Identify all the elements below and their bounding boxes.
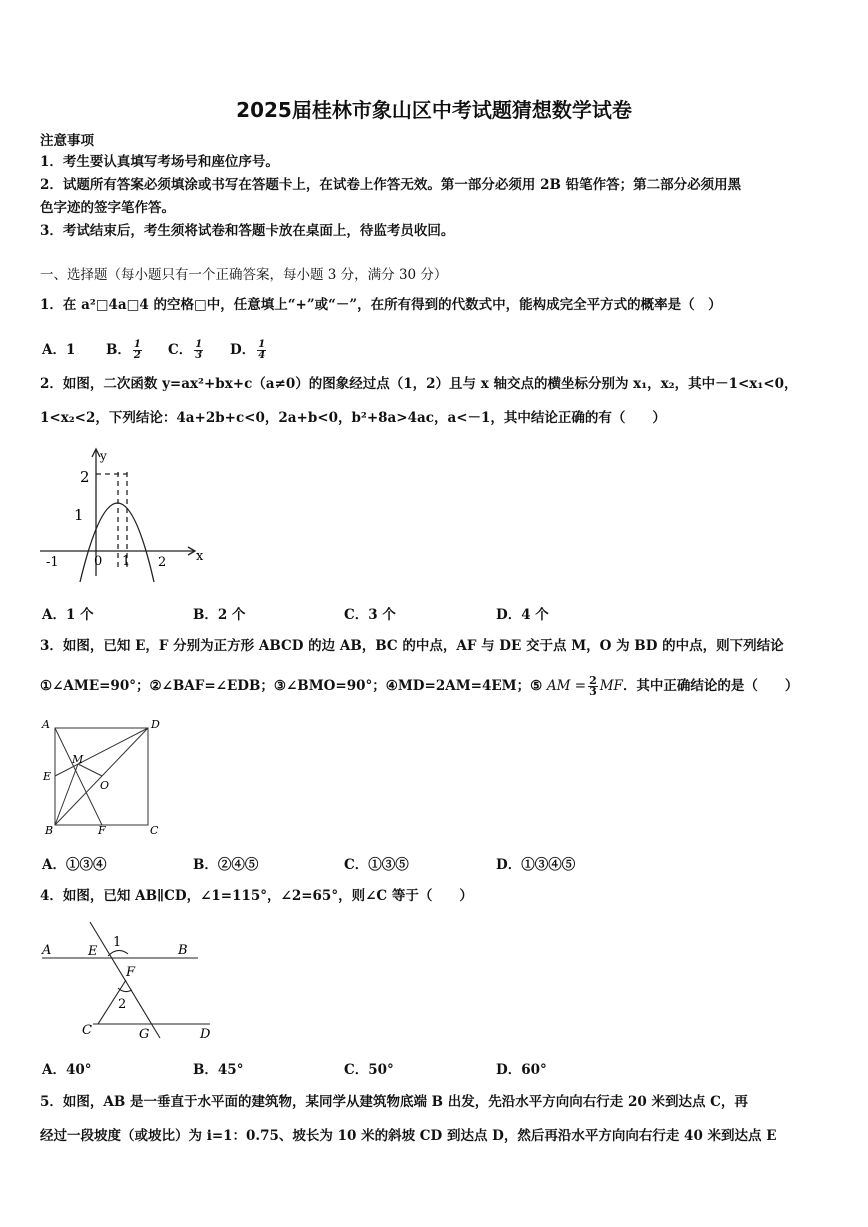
notice-item: 色字迹的签字笔作答。 bbox=[40, 200, 175, 216]
point-label: A bbox=[42, 943, 52, 958]
point-label: E bbox=[88, 944, 98, 959]
q2-option-d: D．4 个 bbox=[496, 607, 549, 623]
segment-bm bbox=[55, 764, 78, 825]
question-4-text: 4．如图，已知 AB∥CD，∠1=115°，∠2=65°，则∠C 等于（ ） bbox=[40, 888, 473, 904]
question-5-line-2: 经过一段坡度（或坡比）为 i=1：0.75、坡长为 10 米的斜坡 CD 到达点 D，然后再沿水平方向向右行走 40 米到达点 E bbox=[40, 1128, 777, 1144]
point-label: D bbox=[200, 1027, 211, 1042]
parabola-curve bbox=[80, 503, 154, 582]
angle-1-arc bbox=[108, 950, 128, 956]
question-1-text: 1．在 a²□4a□4 的空格□中，任意填上“+”或“－”，在所有得到的代数式中，能构成完全平方式的概率是（ ） bbox=[40, 297, 722, 313]
tick-label: 2 bbox=[80, 468, 90, 486]
segment-bd bbox=[55, 728, 148, 825]
point-label: C bbox=[82, 1023, 92, 1038]
x-axis-label: x bbox=[196, 549, 204, 564]
point-label: C bbox=[150, 824, 159, 837]
q4-option-a: A．40° bbox=[42, 1062, 92, 1078]
notice-heading: 注意事项 bbox=[40, 133, 94, 149]
point-label: F bbox=[98, 824, 106, 837]
angle-label: 1 bbox=[113, 935, 122, 950]
angle-label: 2 bbox=[118, 997, 127, 1012]
point-label: F bbox=[126, 965, 136, 980]
q3-option-d: D．①③④⑤ bbox=[496, 857, 576, 873]
q3-option-c: C．①③⑤ bbox=[344, 857, 409, 873]
q1-option-b: B． $\frac{1}{2}$ bbox=[106, 339, 141, 361]
point-label: A bbox=[42, 718, 50, 731]
q1-option-c: C． $\frac{1}{3}$ bbox=[168, 339, 203, 361]
question-2-line-2: 1<x₂<2，下列结论：4a+2b+c<0，2a+b<0，b²+8a>4ac，a<－1，其中结论正确的有（ ） bbox=[40, 410, 666, 426]
segment-de bbox=[55, 728, 148, 776]
segment-af bbox=[55, 728, 102, 825]
notice-item: 2．试题所有答案必须填涂或书写在答题卡上，在试卷上作答无效。第一部分必须用 2B 铅笔作答；第二部分必须用黑 bbox=[40, 177, 742, 193]
q2-option-b: B．2 个 bbox=[193, 607, 246, 623]
q3-option-a: A．①③④ bbox=[42, 857, 107, 873]
notice-item: 1．考生要认真填写考场号和座位序号。 bbox=[40, 154, 279, 170]
point-label: D bbox=[151, 718, 160, 731]
notice-item: 3．考试结束后，考生须将试卷和答题卡放在桌面上，待监考员收回。 bbox=[40, 223, 455, 239]
q4-parallel-lines-figure bbox=[38, 918, 218, 1046]
point-label: B bbox=[178, 943, 188, 958]
q1-option-d: D． $\frac{1}{4}$ bbox=[230, 339, 266, 361]
tick-label: 1 bbox=[74, 506, 84, 524]
y-axis-label: y bbox=[100, 449, 107, 463]
q2-option-a: A．1 个 bbox=[42, 607, 94, 623]
page-title: 2025届桂林市象山区中考试题猜想数学试卷 bbox=[236, 98, 632, 122]
tick-label: 2 bbox=[158, 555, 167, 570]
q4-option-b: B．45° bbox=[193, 1062, 244, 1078]
question-3-line-1: 3．如图，已知 E，F 分别为正方形 ABCD 的边 AB，BC 的中点，AF 与 DE 交于点 M，O 为 BD 的中点，则下列结论 bbox=[40, 638, 784, 654]
point-label: G bbox=[139, 1027, 150, 1042]
q3-square-figure bbox=[40, 716, 170, 840]
tick-label: 0 bbox=[94, 554, 103, 569]
q2-option-c: C．3 个 bbox=[344, 607, 396, 623]
point-label: O bbox=[100, 779, 110, 792]
question-5-line-1: 5．如图，AB 是一垂直于水平面的建筑物，某同学从建筑物底端 B 出发，先沿水平方向向右行走 20 米到达点 C，再 bbox=[40, 1094, 748, 1110]
point-label: M bbox=[72, 753, 84, 766]
tick-label: 1 bbox=[122, 554, 131, 569]
q1-option-a: A．1 bbox=[42, 342, 76, 358]
q2-parabola-graph bbox=[38, 444, 208, 584]
question-3-line-2: ①∠AME=90°；②∠BAF=∠EDB；③∠BMO=90°；④MD=2AM=4EM；⑤ AM = $\frac{2}{3}$ MF．其中正确结论的是（ ） bbox=[40, 674, 799, 698]
q4-option-d: D．60° bbox=[496, 1062, 547, 1078]
point-label: B bbox=[45, 824, 54, 837]
tick-label: -1 bbox=[46, 555, 59, 570]
question-2-line-1: 2．如图，二次函数 y=ax²+bx+c（a≠0）的图象经过点（1，2）且与 x 轴交点的横坐标分别为 x₁，x₂，其中－1<x₁<0， bbox=[40, 376, 798, 392]
section-heading: 一、选择题（每小题只有一个正确答案，每小题 3 分，满分 30 分） bbox=[40, 267, 448, 283]
q3-option-b: B．②④⑤ bbox=[193, 857, 259, 873]
point-label: E bbox=[43, 770, 52, 783]
q4-option-c: C．50° bbox=[344, 1062, 394, 1078]
